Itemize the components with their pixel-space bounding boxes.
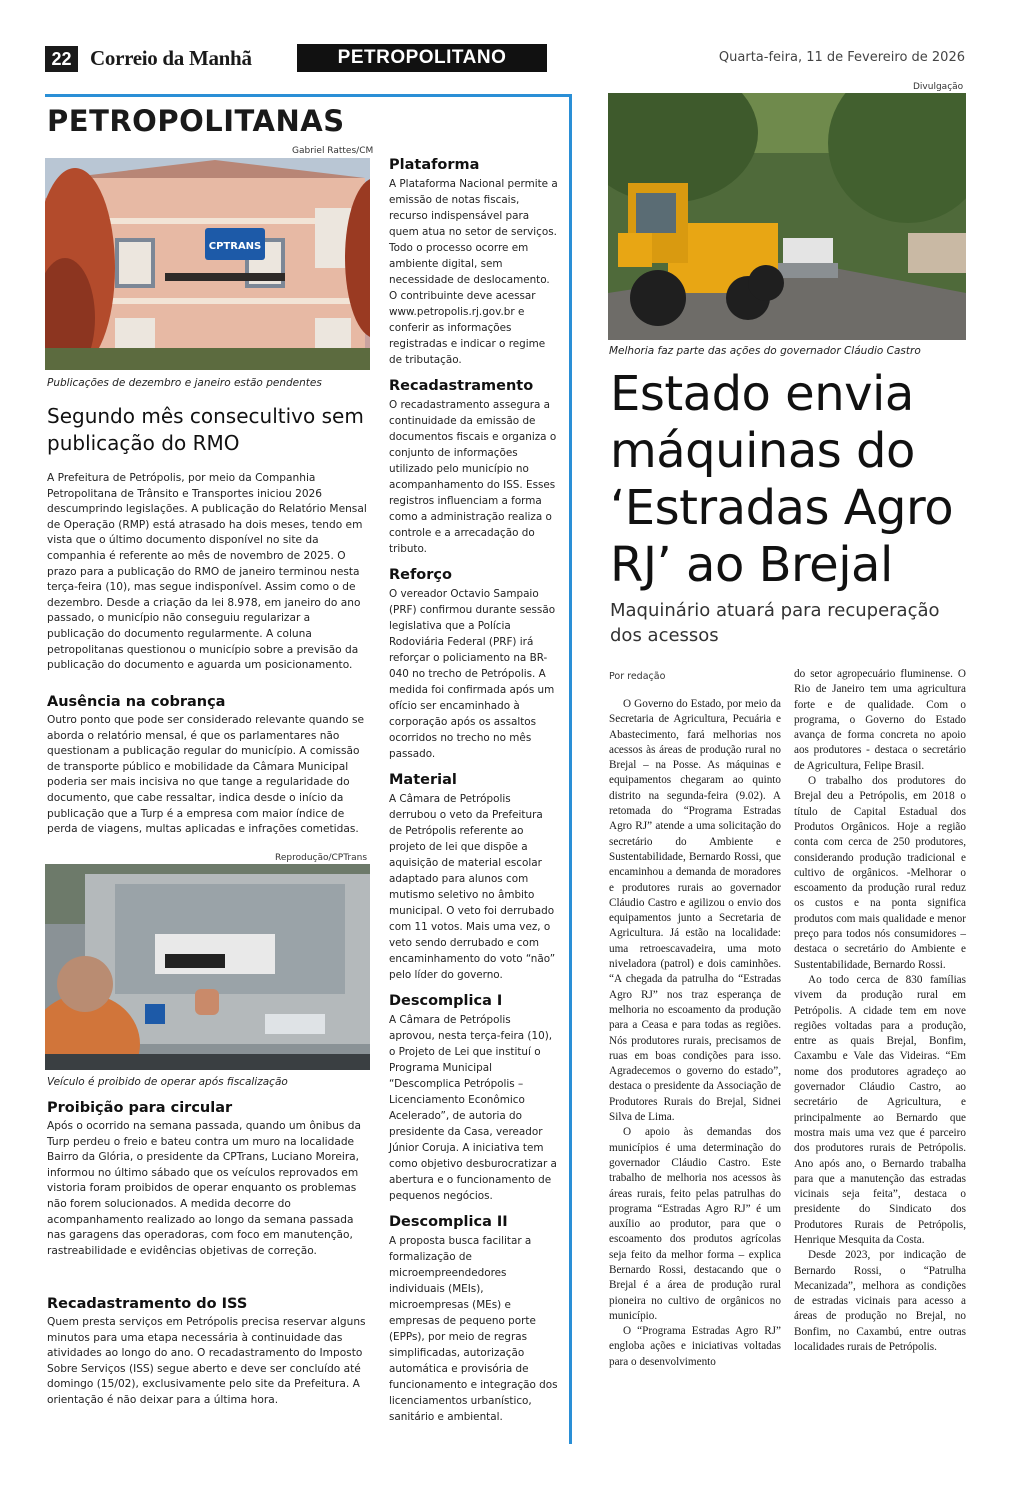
article-paragraph: O trabalho dos produtores do Brejal deu a Petrópolis, em 2018 o título de Capital Estadual dos Produtos Orgânicos. Hoje a região conta com cerca de 250 produtores, considerando produção tradicional e cultivo de orgânicos. -Melhorar o escoamento da produção rural reduz os custos e na ponta significa produtos com mais qualidade e menor preço para todos nós consumidores – destaca o secretário do Ambiente e Sustentabilidade, Bernardo Rossi. — [794, 775, 966, 971]
column-frame-right — [569, 94, 572, 1444]
note-text: A Plataforma Nacional permite a emissão de notas fiscais, recurso indispensável para quem atua no setor de serviços. Todo o processo ocorre em ambiente digital, sem necessidade de deslocamento. O contribuinte deve acessar www.petropolis.rj.gov.br e conferir as informações registradas e indicar o regime de tributação. — [389, 178, 558, 366]
note-title: Descomplica I — [389, 993, 503, 1009]
note-recadastramento — [389, 377, 559, 557]
note-reforco — [389, 566, 559, 762]
article-paragraph: O apoio às demandas dos municípios é uma determinação do governador Cláudio Castro. Este trabalho de melhoria nos acessos às áreas rurais, feito pelas patrulhas do programa “Estradas Agro RJ” é um auxílio ao produtor, para que o escoamento dos produtos agrícolas seja feito da melhor forma – explica Bernardo Rossi, destacando que o Brejal é a área de produção rural pioneira no cultivo de orgânicos no município. — [609, 1126, 781, 1322]
photo-credit: Gabriel Rattes/CM — [292, 146, 374, 156]
newspaper-name: Correio da Manhã — [90, 46, 252, 70]
article-paragraph: Desde 2023, por indicação de Bernardo Rossi, o “Patrulha Mecanizada”, melhora as condições de estradas vicinais para acesso a áreas de produção no Brejal, no Bonfim, no Caxambú, entre outras localidades rurais de Petrópolis. — [794, 1249, 966, 1354]
note-title: Plataforma — [389, 157, 480, 173]
article-paragraph: Ao todo cerca de 830 famílias vivem da produção rural em Petrópolis. A cidade tem em nove regiões voltadas para a produção, entre as quais Brejal, Bonfim, Caxambu e Vale das Videiras. “Em nome dos produtores agradeço ao governador Cláudio Castro, ao secretário de Agricultura, e principalmente ao Bernardo que mostra mais uma vez que é parceiro dos produtores rurais de Petrópolis. Ano após ano, o Bernardo trabalha para que a manutenção das estradas vicinais seja feita”, destaca o presidente do Sindicato dos Produtores Rurais de Petrópolis, Henrique Mesquita da Costa. — [794, 973, 966, 1246]
notes-column — [389, 156, 559, 1425]
note-text: O vereador Octavio Sampaio (PRF) confirmou durante sessão legislativa que a Polícia Rodoviária Federal (PRF) irá reforçar o policiamento na BR-040 no trecho de Petrópolis. A medida foi confirmada após um ofício ser encaminhado à corporação após os assaltos ocorridos no trecho no mês passado. — [389, 588, 556, 760]
note-title: Descomplica II — [389, 1214, 508, 1230]
recadastramento-iss-note — [47, 1295, 369, 1409]
road-machinery-photo — [608, 93, 966, 340]
note-title: Reforço — [389, 567, 452, 583]
note-material — [389, 771, 559, 983]
section-label: PETROPOLITANO — [297, 44, 547, 72]
issue-date: Quarta-feira, 11 de Fevereiro de 2026 — [718, 50, 965, 65]
column-lead-text: A Prefeitura de Petrópolis, por meio da Companhia Petropolitana de Trânsito e Transportes iniciou 2026 descumprindo legislações. A publicação do Relatório Mensal de Operação (RMP) está atrasado ha dois meses, tendo em vista que o último documento disponível no site da companhia é referente ao mês de novembro de 2025. O prazo para a publicação do RMO de janeiro terminou nesta terça-feira (10), mas segue indisponível. Assim como o de dezembro. Desde a criação da lei 8.978, em janeiro do ano passado, o município não conseguiu regularizar a publicação do documento regularmente. A coluna petropolitanas questionou o município sobre a previsão da publicação do documento e aguarda um posicionamento. — [47, 472, 367, 672]
column-frame-top — [45, 94, 572, 97]
article-column-2 — [794, 667, 966, 1355]
note-text: O recadastramento assegura a continuidade da emissão de documentos fiscais e organiza o conjunto de informações utilizado pelo município no acompanhamento do ISS. Esses registros influenciam a forma como a administração realiza o controle e a arrecadação do tributo. — [389, 399, 557, 555]
article-paragraph: do setor agropecuário fluminense. O Rio de Janeiro tem uma agricultura forte e de qualidade. Com o programa, o Governo do Estado avança de forma concreta no apoio aos produtores - destaca o secretário de Agricultura, Felipe Brasil. — [794, 668, 966, 772]
photo-caption: Publicações de dezembro e janeiro estão pendentes — [47, 377, 322, 389]
photo-caption: Melhoria faz parte das ações do governador Cláudio Castro — [609, 345, 921, 357]
note-title: Material — [389, 772, 457, 788]
article-deck: Maquinário atuará para recuperação dos acessos — [610, 600, 940, 646]
article-column-1 — [609, 697, 781, 1370]
photo-credit: Divulgação — [913, 82, 964, 92]
cptrans-building-photo — [45, 158, 370, 370]
note-title: Proibição para circular — [47, 1100, 233, 1116]
ausencia-note — [47, 693, 369, 838]
article-byline: Por redação — [609, 671, 666, 682]
proibicao-note — [47, 1099, 369, 1259]
note-descomplica-2 — [389, 1213, 559, 1425]
note-title: Recadastramento do ISS — [47, 1296, 248, 1312]
photo-credit: Reprodução/CPTrans — [275, 853, 368, 863]
note-text: Outro ponto que pode ser considerado relevante quando se aborda o relatório mensal, é que os parlamentares não questionam a publicação regular do município. A comissão de transporte público e mobilidade da Câmara Municipal poderia ser mais incisiva no que tange a regularidade do documento, que cabe ressaltar, indica desde o início da publicação que a Turp é a empresa com maior índice de perda de viagens, multas aplicadas e infrações cometidas. — [47, 714, 365, 836]
column-headline: Segundo mês consecultivo sem publicação do RMO — [47, 404, 364, 455]
note-title: Ausência na cobrança — [47, 694, 226, 710]
column-title: PETROPOLITANAS — [47, 104, 345, 138]
cptrans-sign-text: CPTRANS — [208, 241, 262, 252]
note-text: A proposta busca facilitar a formalização de microempreendedores individuais (MEIs), microempresas (MEs) e empresas de pequeno porte (EPPs), por meio de regras simplificadas, autorização automática e provisória de funcionamento e integração dos licenciamentos urbanístico, sanitário e ambiental. — [389, 1235, 558, 1423]
note-text: A Câmara de Petrópolis aprovou, nesta terça-feira (10), o Projeto de Lei que instituí o Programa Municipal “Descomplica Petrópolis – Licenciamento Econômico Acelerado”, de autoria do presidente da Casa, vereador Júnior Coruja. A iniciativa tem como objetivo desburocratizar a abertura e o funcionamento de pequenos negócios. — [389, 1014, 557, 1202]
page-number: 22 — [45, 46, 78, 72]
note-descomplica-1 — [389, 992, 559, 1204]
page-header — [45, 44, 965, 72]
article-paragraph: O “Programa Estradas Agro RJ” engloba ações e iniciativas voltadas para o desenvolvimento — [609, 1325, 781, 1368]
note-text: A Câmara de Petrópolis derrubou o veto da Prefeitura de Petrópolis referente ao projeto de lei que dispõe a aquisição de material escolar adaptado para alunos com mutismo seletivo no âmbito municipal. O veto foi derrubado com 11 votos. Mais uma vez, o veto sendo derrubado e com encaminhamento do voto “não” pelo líder do governo. — [389, 793, 556, 981]
article-headline: Estado envia máquinas do ‘Estradas Agro RJ’ ao Brejal — [610, 366, 954, 593]
article-paragraph: O Governo do Estado, por meio da Secretaria de Agricultura, Pecuária e Abastecimento, fará melhorias nos acessos às áreas de produção rural no Brejal – na Posse. As máquinas e equipamentos chegaram ao quinto distrito na segunda-feira (9.02). A retomada do “Programa Estradas Agro RJ” atende a uma solicitação do secretário do Ambiente e Sustentabilidade, Bernardo Rossi, que encaminhou a demanda de moradores e produtores rurais ao governador Cláudio Castro e agilizou o envio dos equipamentos junto a Secretaria de Agricultura. Já estão na localidade: uma retroescavadeira, uma moto niveladora (patrol) e dois caminhões. “A chegada da patrulha do “Estradas Agro RJ” nos traz esperança de melhoria no escoamento da produção para a Ceasa e para todas as regiões. Nós produtores rurais, precisamos de ruas em boas condições para isso. Agradecemos o governo do estado”, destaca o presidente da Associação de Produtores Rurais do Brejal, Sidnei Silva de Lima. — [609, 698, 781, 1124]
note-text: Após o ocorrido na semana passada, quando um ônibus da Turp perdeu o freio e bateu contra um muro na localidade Bairro da Glória, o presidente da CPTrans, Luciano Moreira, informou no último sábado que os veículos reprovados em vistoria foram proibidos de operar enquanto os problemas não forem solucionados. A medida decorre do acompanhamento realizado ao longo da semana passada nas garagens das operadoras, com foco em manutenção, rastreabilidade e evidências objetivas de correção. — [47, 1120, 362, 1257]
note-text: Quem presta serviços em Petrópolis precisa reservar alguns minutos para uma etapa necessária à continuidade das atividades ao longo do ano. O recadastramento do Imposto Sobre Serviços (ISS) segue aberto e deve ser concluído até domingo (15/02), exclusivamente pelo site da Prefeitura. A orientação é não deixar para a última hora. — [47, 1316, 366, 1406]
bus-inspection-photo — [45, 864, 370, 1070]
photo-caption: Veículo é proibido de operar após fiscalização — [47, 1076, 288, 1088]
note-plataforma — [389, 156, 559, 368]
note-title: Recadastramento — [389, 378, 534, 394]
